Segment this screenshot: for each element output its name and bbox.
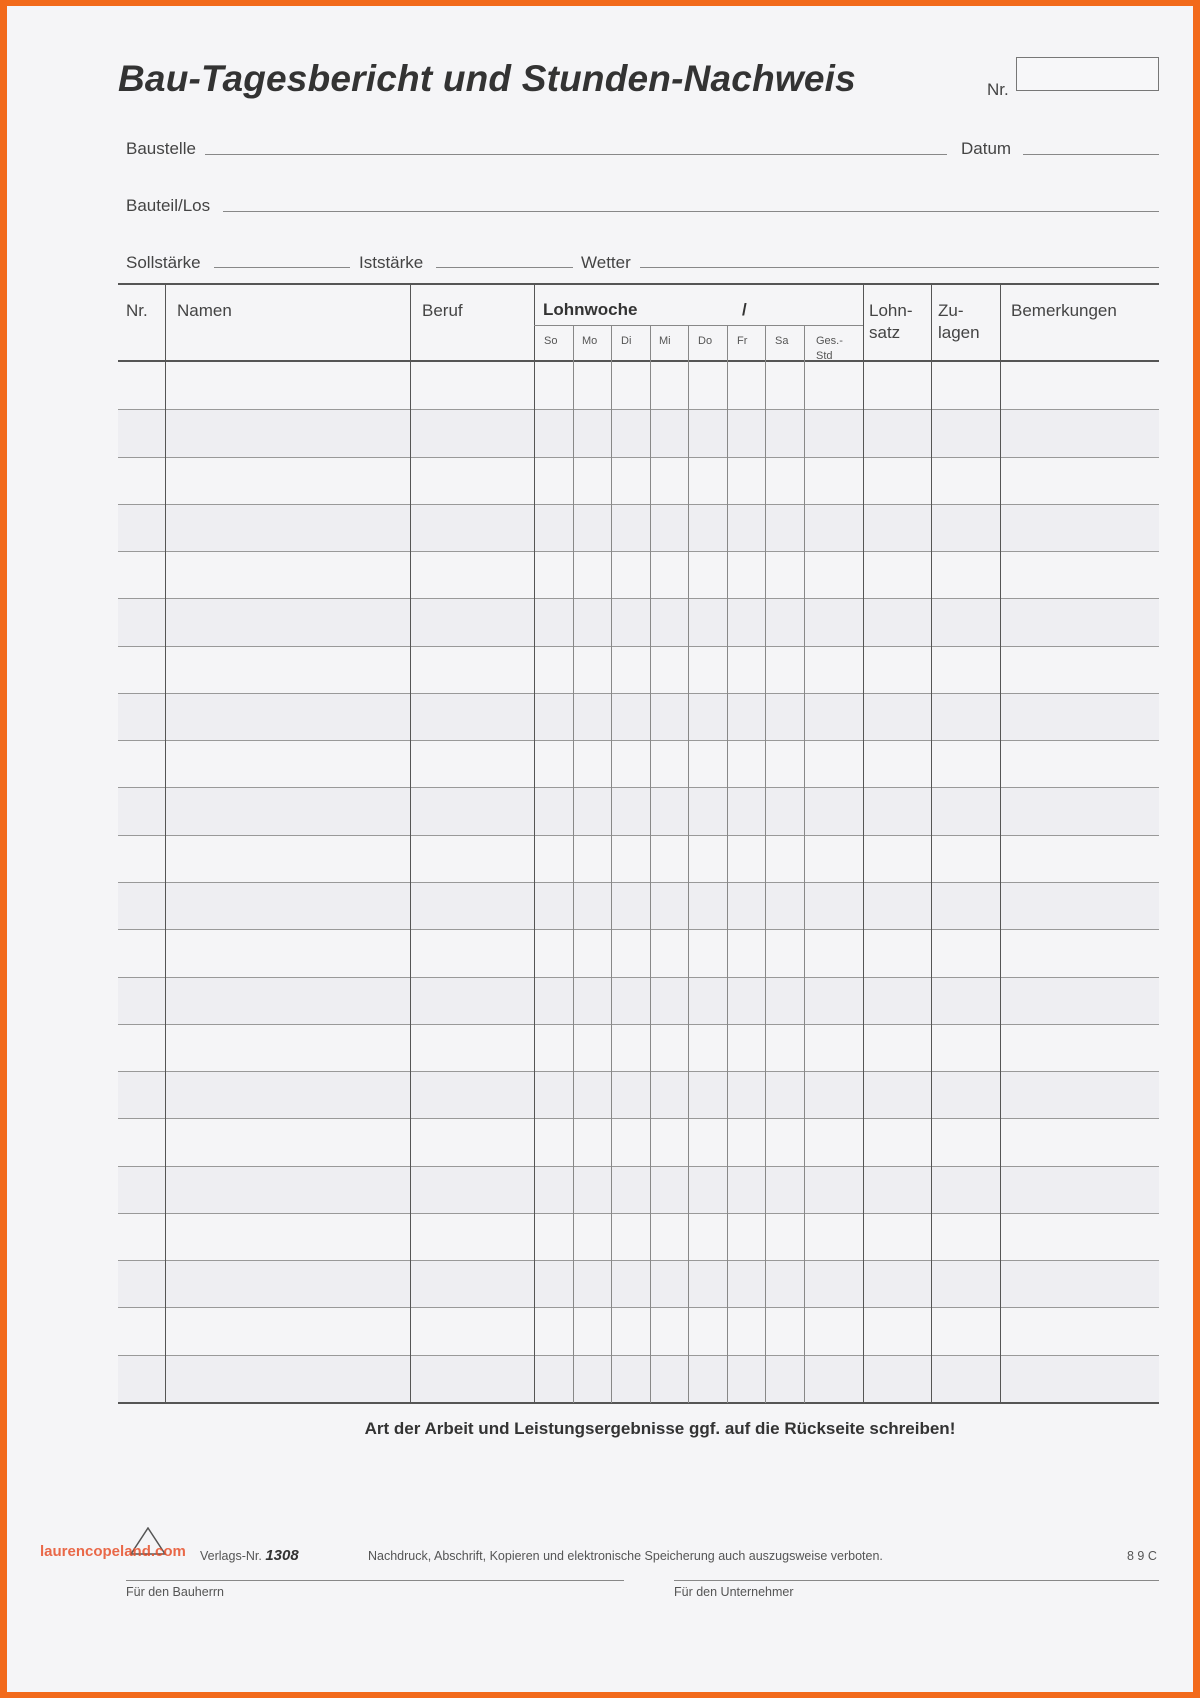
header-namen: Namen (177, 301, 232, 320)
header-day-mo: Mo (582, 335, 598, 347)
row-divider (118, 598, 1159, 599)
baustelle-label: Baustelle (126, 139, 196, 158)
header-ges: Ges.- (816, 335, 843, 347)
day-divider (727, 325, 728, 1403)
header-lohn: Lohn- (869, 301, 913, 320)
table-top-border (118, 283, 1159, 285)
header-day-fr: Fr (737, 335, 748, 347)
header-nr: Nr. (126, 301, 148, 320)
watermark-text: laurencopeland.com (40, 1543, 186, 1560)
table-row[interactable] (118, 504, 1159, 551)
row-divider (118, 1307, 1159, 1308)
row-divider (118, 787, 1159, 788)
header-beruf: Beruf (422, 301, 463, 320)
table-row[interactable] (118, 1071, 1159, 1118)
col-divider-namen (410, 283, 411, 1403)
header-std: Std (816, 350, 833, 362)
table-row[interactable] (118, 693, 1159, 740)
header-day-so: So (544, 335, 558, 347)
row-divider (118, 740, 1159, 741)
baustelle-line[interactable] (205, 154, 947, 155)
table-row[interactable] (118, 787, 1159, 834)
datum-line[interactable] (1023, 154, 1159, 155)
instruction-note: Art der Arbeit und Leistungsergebnisse ggf. auf die Rückseite schreiben! (364, 1419, 956, 1438)
table-row[interactable] (118, 1166, 1159, 1213)
signature-label-bauherr: Für den Bauherrn (126, 1585, 224, 1599)
row-divider (118, 882, 1159, 883)
row-divider (118, 1213, 1159, 1214)
nr-input-box[interactable] (1016, 57, 1159, 91)
table-row[interactable] (118, 598, 1159, 645)
row-divider (118, 504, 1159, 505)
day-divider (688, 325, 689, 1403)
header-lohnwoche-sep: / (742, 300, 747, 319)
header-lohnwoche: Lohnwoche (543, 300, 638, 319)
day-divider (765, 325, 766, 1403)
bauteil-line[interactable] (223, 211, 1159, 212)
datum-label: Datum (961, 139, 1012, 158)
nr-label: Nr. (987, 80, 1009, 99)
verlag-label: Verlags-Nr. 1308 (200, 1547, 299, 1564)
row-divider (118, 457, 1159, 458)
row-divider (118, 409, 1159, 410)
header-zu: Zu- (938, 301, 964, 320)
sollstaerke-label: Sollstärke (126, 253, 201, 272)
header-day-mi: Mi (659, 335, 671, 347)
row-divider (118, 977, 1159, 978)
bauteil-label: Bauteil/Los (126, 196, 211, 215)
day-divider (804, 325, 805, 1403)
row-divider (118, 646, 1159, 647)
signature-line-unternehmer[interactable] (674, 1580, 1159, 1581)
col-divider-lohnsatz (931, 283, 932, 1403)
lohnwoche-subheader-line (534, 325, 863, 326)
header-day-sa: Sa (775, 335, 789, 347)
row-divider (118, 1355, 1159, 1356)
header-lagen: lagen (938, 323, 980, 342)
day-divider (650, 325, 651, 1403)
col-divider-zulagen (1000, 283, 1001, 1403)
table-row[interactable] (118, 409, 1159, 456)
wetter-label: Wetter (581, 253, 631, 272)
table-row[interactable] (118, 1355, 1159, 1402)
wetter-line[interactable] (640, 267, 1159, 268)
row-divider (118, 551, 1159, 552)
table-row[interactable] (118, 882, 1159, 929)
signature-label-unternehmer: Für den Unternehmer (674, 1585, 794, 1599)
header-satz: satz (869, 323, 901, 342)
header-bemerkungen: Bemerkungen (1011, 301, 1117, 320)
copyright-notice: Nachdruck, Abschrift, Kopieren und elektronische Speicherung auch auszugsweise verboten. (368, 1549, 883, 1563)
col-divider-beruf (534, 283, 535, 1403)
header-day-do: Do (698, 335, 713, 347)
day-divider (573, 325, 574, 1403)
iststaerke-label: Iststärke (359, 253, 424, 272)
row-divider (118, 835, 1159, 836)
table-header-border (118, 360, 1159, 362)
table-row[interactable] (118, 1260, 1159, 1307)
row-divider (118, 929, 1159, 930)
iststaerke-line[interactable] (436, 267, 573, 268)
row-divider (118, 1118, 1159, 1119)
row-divider (118, 1166, 1159, 1167)
signature-line-bauherr[interactable] (126, 1580, 624, 1581)
col-divider-nr (165, 283, 166, 1403)
row-divider (118, 1260, 1159, 1261)
sollstaerke-line[interactable] (214, 267, 350, 268)
row-divider (118, 1024, 1159, 1025)
row-divider (118, 693, 1159, 694)
form-title: Bau-Tagesbericht und Stunden-Nachweis (118, 58, 856, 99)
table-row[interactable] (118, 977, 1159, 1024)
table-bottom-border (118, 1402, 1159, 1404)
day-divider (611, 325, 612, 1403)
header-day-di: Di (621, 335, 632, 347)
form-code: 8 9 C (1127, 1549, 1157, 1563)
row-divider (118, 1071, 1159, 1072)
col-divider-lohnwoche (863, 283, 864, 1403)
